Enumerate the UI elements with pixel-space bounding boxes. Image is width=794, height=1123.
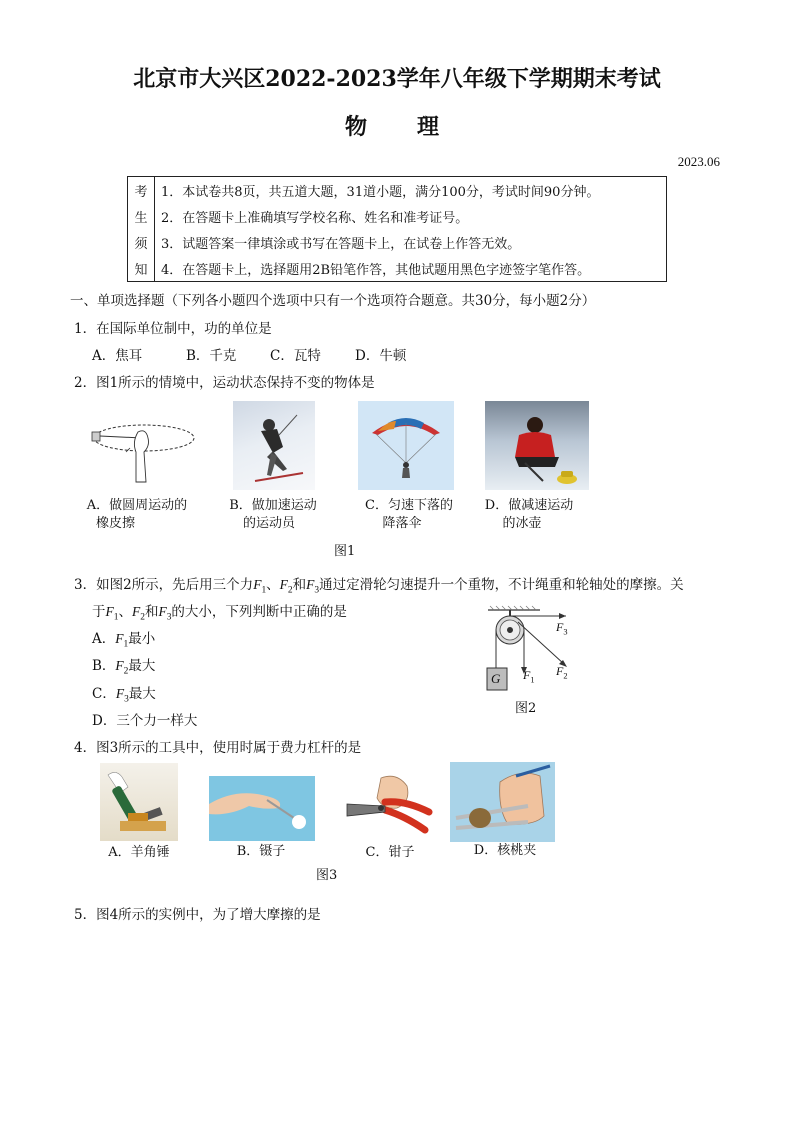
pulley-diagram [480,604,590,696]
force-label-f1: $F_1$ [523,668,535,685]
curling-image [485,401,589,490]
q3-option-d: D．三个力一样大 [92,713,198,729]
q4-caption-c: C．钳子 [365,845,415,860]
q2-caption-d-line1: D．做减速运动 [484,498,574,513]
candidate-notice-table [127,176,667,282]
q3-option-a: A．$F_1$最小 [92,631,156,650]
section-heading: 一、单项选择题（下列各小题四个选项中只有一个选项符合题意。共30分，每小题2分） [70,293,596,309]
q1-option-a: A．焦耳 [92,348,143,364]
figure-3-label: 图3 [316,868,338,883]
q3-option-b: B．$F_2$最大 [92,658,156,677]
eraser-circular-motion-image [88,410,198,490]
q5-stem: 5．图4所示的实例中，为了增大摩擦的是 [74,907,321,923]
q2-caption-c-line2: 降落伞 [382,516,422,531]
q3-option-c: C．$F_3$最大 [92,686,156,705]
notice-item: 4．在答题卡上，选择题用2B铅笔作答，其他试题用黑色字迹签字笔作答。 [155,255,667,282]
notice-side-char: 考 [128,177,155,204]
force-label-f2: $F_2$ [556,664,568,681]
figure-2-label: 图2 [515,701,537,716]
pliers-image [341,770,433,836]
exam-date: 2023.06 [677,154,720,169]
q1-option-d: D．牛顿 [355,348,407,364]
q2-caption-b-line2: 的运动员 [242,516,295,531]
notice-item: 2．在答题卡上准确填写学校名称、姓名和准考证号。 [155,203,667,229]
exam-title: 北京市大兴区2022-2023学年八年级下学期期末考试 [133,66,661,92]
q4-caption-d: D．核桃夹 [473,843,537,858]
notice-item: 3．试题答案一律填涂或书写在答题卡上，在试卷上作答无效。 [155,229,667,255]
nutcracker-image [450,762,555,842]
q1-option-c: C．瓦特 [270,348,321,364]
q1-option-b: B．千克 [186,348,237,364]
q3-stem-line2: 于$F_1$、$F_2$和$F_3$的大小，下列判断中正确的是 [92,604,347,623]
notice-side-char: 须 [128,229,155,255]
q2-caption-d-line2: 的冰壶 [502,516,542,531]
weight-label-g: G [491,671,501,686]
force-label-f3-top: $F_3$ [556,620,568,637]
q4-stem: 4．图3所示的工具中，使用时属于费力杠杆的是 [74,740,362,756]
notice-item: 1．本试卷共8页，共五道大题，31道小题，满分100分，考试时间90分钟。 [155,177,667,204]
notice-side-char: 知 [128,255,155,282]
q1-stem: 1．在国际单位制中，功的单位是 [74,321,272,337]
q2-caption-b-line1: B．做加速运动 [229,498,317,513]
q2-caption-a-line1: A．做圆周运动的 [86,498,188,513]
q4-caption-a: A．羊角锤 [108,845,170,860]
claw-hammer-image [100,763,178,841]
subject-title: 物理 [344,114,489,140]
tweezers-image [209,776,315,841]
q3-stem-line1: 3．如图2所示，先后用三个力$F_1$、$F_2$和$F_3$通过定滑轮匀速提升一个重物，不计绳重和轮轴处的摩擦。关 [74,577,684,596]
figure-1-label: 图1 [334,544,356,559]
q2-caption-a-line2: 橡皮擦 [95,516,135,531]
skier-image [233,401,315,490]
parachute-image [358,401,454,490]
notice-side-char: 生 [128,203,155,229]
q2-caption-c-line1: C．匀速下落的 [365,498,453,513]
q2-stem: 2．图1所示的情境中，运动状态保持不变的物体是 [74,375,375,391]
q4-caption-b: B．镊子 [236,844,286,859]
